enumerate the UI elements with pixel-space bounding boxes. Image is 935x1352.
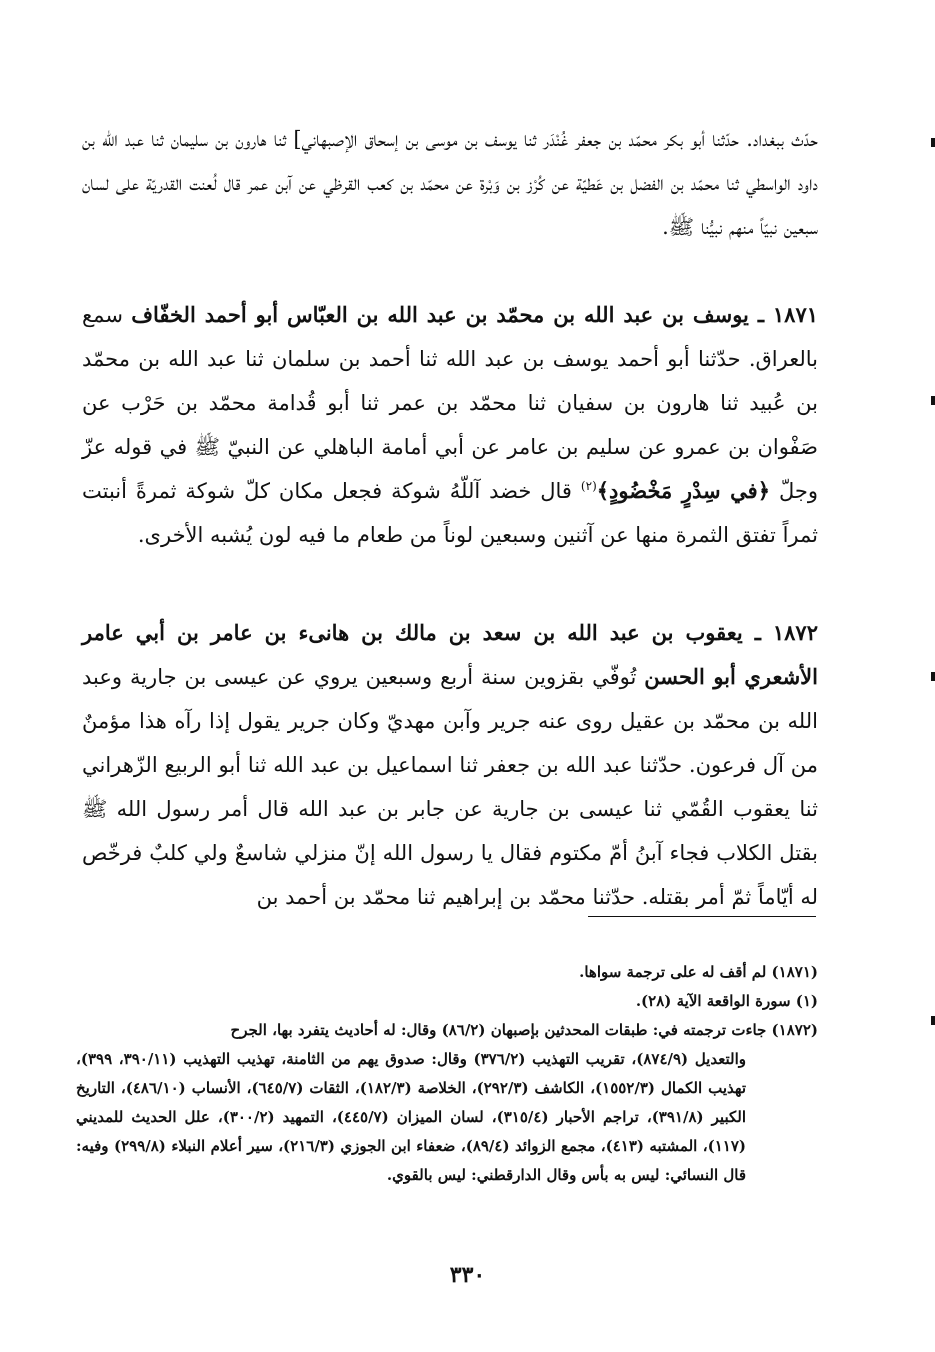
entry-1871-heading: ١٨٧١ ـ يوسف بن عبد الله بن محمّد بن عبد الله بن العبّاس أبو أحمد الخفّاف bbox=[131, 302, 819, 327]
footnote-reference: (٢) bbox=[580, 479, 597, 493]
margin-mark bbox=[931, 1016, 935, 1025]
footnote-1872-continuation: والتعديل (٨٧٤/٩)، تقريب التهذيب (٣٧٦/٢) وقال: صدوق يهم من الثامنة، تهذيب التهذيب (٣٩٠/١١، ٣٩٩)، تهذيب الكمال (١٥٥٢/٣)، الكاشف (٢٩٢/٣)، الخلاصة (١٨٢/٣)، الثقات (٦٤٥/٧)، الأنساب (٤٨٦/١٠)، التاريخ الكبير (٣٩١/٨)، تراجم الأحبار (٣١٥/٤)، لسان الميزان (٤٤٥/٧)، التمهيد (٣٠٠/٢)، علل الحديث للمديني (١١٧)، المشتبه (٤١٣)، مجمع الزوائد (٨٩/٤)، ضعفاء ابن الجوزي (٢١٦/٣)، سير أعلام النبلاء (٢٩٩/٨) وفيه: قال النسائي: ليس به بأس وقال الدارقطني: ليس بالقوي. bbox=[76, 1050, 747, 1184]
entry-1872 bbox=[82, 611, 818, 919]
margin-mark bbox=[931, 396, 935, 405]
entry-1872-heading: ١٨٧٢ ـ يعقوب بن عبد الله بن سعد بن مالك بن هانىء بن عامر بن أبي عامر الأشعري أبو الحسن bbox=[82, 620, 818, 689]
page-number: ٣٣٠ bbox=[449, 1262, 486, 1288]
margin-mark bbox=[931, 672, 935, 681]
footnote-separator bbox=[588, 916, 816, 917]
entry-1871 bbox=[82, 293, 818, 557]
paragraph-1-text: حدّث ببغداد. حدّثنا أبو بكر محمّد بن جعفر غُنْدَر ثنا يوسف بن موسى بن إسحاق الإصبهاني] ثنا هارون بن سليمان ثنا عبد الله بن داود الواسطي ثنا محمّد بن الفضل بن عَطيّة عن كُرْز بن وَبْرة عن محمّد بن كعب القرظي عن آبن عمر قال لُعنت القدريّة على لسان سبعين نبيّاً منهم نبيُّنا ﷺ. bbox=[82, 127, 818, 239]
entry-1871-text-a: سمع بالعراق. حدّثنا أبو أحمد يوسف بن عبد الله ثنا أحمد بن سلمان ثنا عبد الله بن محمّد بن عُبيد ثنا هارون بن سفيان ثنا محمّد بن عمر ثنا أبو قُدامة محمّد بن حَرْب عن صَفْوان بن عمرو عن سليم بن عامر عن أبي أمامة الباهلي عن النبيّ ﷺ في قوله عزّ وجلّ bbox=[82, 303, 818, 503]
footnote-1872: (١٨٧٢) جاءت ترجمته في: طبقات المحدثين بإصبهان (٨٦/٢) وقال: له أحاديث يتفرد بها، الجرح bbox=[230, 1021, 818, 1039]
footnote-1: (١) سورة الواقعة الآية (٢٨). bbox=[635, 992, 818, 1010]
entry-1872-text: تُوفّي بقزوين سنة أربع وسبعين يروي عن عيسى بن جارية وعبد الله بن محمّد بن عقيل روى عنه جرير وآبن مهديّ وكان جرير يقول إذا رآه هذا مؤمنٌ من آل فرعون. حدّثنا عبد الله بن جعفر ثنا اسماعيل بن عبد الله ثنا أبو الربيع الزّهراني ثنا يعقوب القُمّي ثنا عيسى بن جارية عن جابر بن عبد الله قال أمر رسول الله ﷺ بقتل الكلاب فجاء آبنُ أمّ مكتوم فقال يا رسول الله إنّ منزلي شاسعٌ ولي كلبٌ فرخّص له أيّاماً ثمّ أمر بقتله. حدّثنا محمّد بن إبراهيم ثنا محمّد بن أحمد بن bbox=[82, 665, 818, 909]
footnote-1871: (١٨٧١) لم أقف له على ترجمة سواها. bbox=[579, 963, 818, 981]
entry-1871-text-b: قال خضد آللّهُ شوكة فجعل مكان كلّ شوكة ثمرةً أنبتت ثمراً تفتق الثمرة منها عن آثنين وسبعين لوناً من طعام ما فيه لون يُشبه الأخرى. bbox=[82, 479, 818, 547]
footnotes bbox=[76, 958, 818, 1190]
margin-mark bbox=[931, 138, 935, 147]
quran-quote: ﴿في سِدْرٍ مَخْضُودٍ﴾ bbox=[596, 478, 771, 503]
paragraph-continuation bbox=[82, 117, 818, 249]
